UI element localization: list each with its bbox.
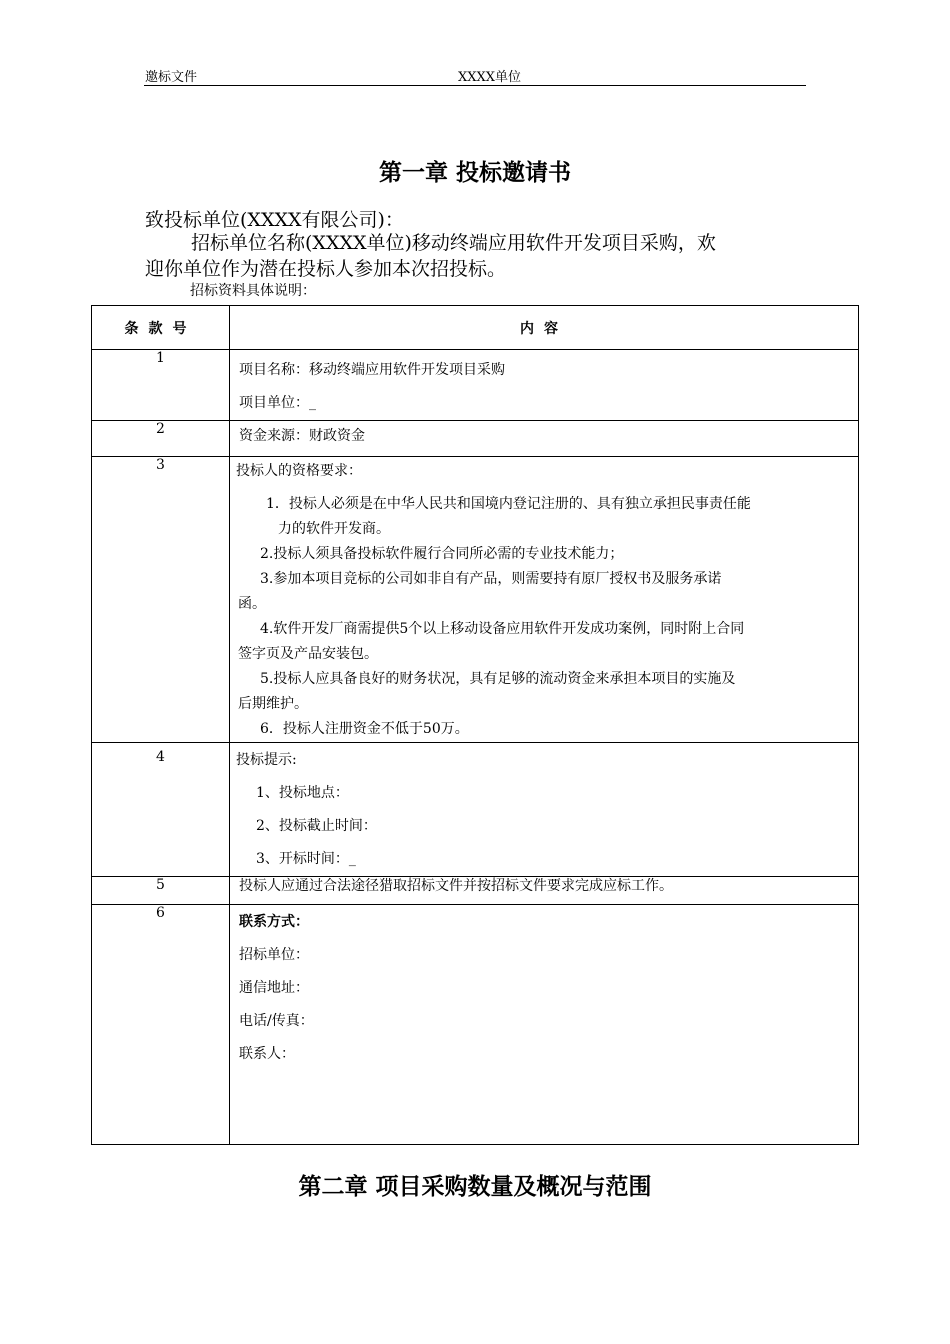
table-row [92,877,859,905]
bidding-place: 1、投标地点： [256,785,349,801]
row-number: 6 [92,905,230,1145]
table-row [92,743,859,877]
row-content [230,457,859,743]
intro-line-2: 迎你单位作为潜在投标人参加本次招投标。 [145,258,507,280]
table-header-row [92,306,859,350]
qualification-item-3: 3.参加本项目竞标的公司如非自有产品，则需要持有原厂授权书及服务承诺 [260,571,722,587]
header-left-text: 邀标文件 [145,70,198,85]
contact-title: 联系方式： [239,914,309,930]
qualification-item-4-cont: 签字页及产品安装包。 [238,646,378,662]
acquisition-note: 投标人应通过合法途径猎取招标文件并按招标文件要求完成应标工作。 [239,878,673,894]
greeting: 致投标单位(XXXX有限公司)： [145,209,404,231]
qualification-item-6: 6．投标人注册资金不低于50万。 [260,721,469,737]
funding-source: 资金来源：财政资金 [239,428,365,444]
row-number: 2 [92,421,230,457]
row-content [230,743,859,877]
qualification-item-3-cont: 函。 [238,596,266,612]
row-number: 5 [92,877,230,905]
row-content [230,350,859,421]
table-caption: 招标资料具体说明： [190,283,316,299]
header-divider [144,85,806,86]
table-row [92,350,859,421]
chapter2-title: 第二章 项目采购数量及概况与范围 [298,1173,652,1200]
qualification-item-5: 5.投标人应具备良好的财务状况，具有足够的流动资金来承担本项目的实施及 [260,671,736,687]
col-header-clause: 条款号 [92,306,230,350]
row-content [230,877,859,905]
qualification-item-2: 2.投标人须具备投标软件履行合同所必需的专业技术能力； [260,546,624,562]
row-number: 4 [92,743,230,877]
qualification-item-1: 1．投标人必须是在中华人民共和国境内登记注册的、具有独立承担民事责任能 [266,496,751,512]
header-center-text: XXXX单位 [458,70,522,85]
bid-opening-time: 3、开标时间：_ [256,851,356,867]
qualification-item-1-cont: 力的软件开发商。 [278,521,390,537]
contact-address: 通信地址： [239,980,309,996]
qualification-title: 投标人的资格要求： [236,463,362,479]
project-name: 项目名称：移动终端应用软件开发项目采购 [239,362,505,378]
qualification-item-4: 4.软件开发厂商需提供5个以上移动设备应用软件开发成功案例，同时附上合同 [260,621,745,637]
col-header-content: 内容 [230,306,859,350]
contact-org: 招标单位： [239,947,309,963]
chapter1-title: 第一章 投标邀请书 [378,159,571,186]
table-row [92,457,859,743]
row-content [230,421,859,457]
row-content [230,905,859,1145]
bidding-tips-title: 投标提示: [236,752,297,768]
intro-line-1: 招标单位名称(XXXX单位)移动终端应用软件开发项目采购，欢 [191,232,716,254]
contact-person: 联系人： [239,1046,295,1062]
contact-phone-fax: 电话/传真： [239,1013,314,1029]
project-unit: 项目单位：_ [239,395,316,411]
spec-table [91,305,859,1145]
table-row [92,905,859,1145]
row-number: 1 [92,350,230,421]
bidding-deadline: 2、投标截止时间： [256,818,377,834]
row-number: 3 [92,457,230,743]
table-row [92,421,859,457]
qualification-item-5-cont: 后期维护。 [238,696,308,712]
intro-paragraph [145,230,815,282]
